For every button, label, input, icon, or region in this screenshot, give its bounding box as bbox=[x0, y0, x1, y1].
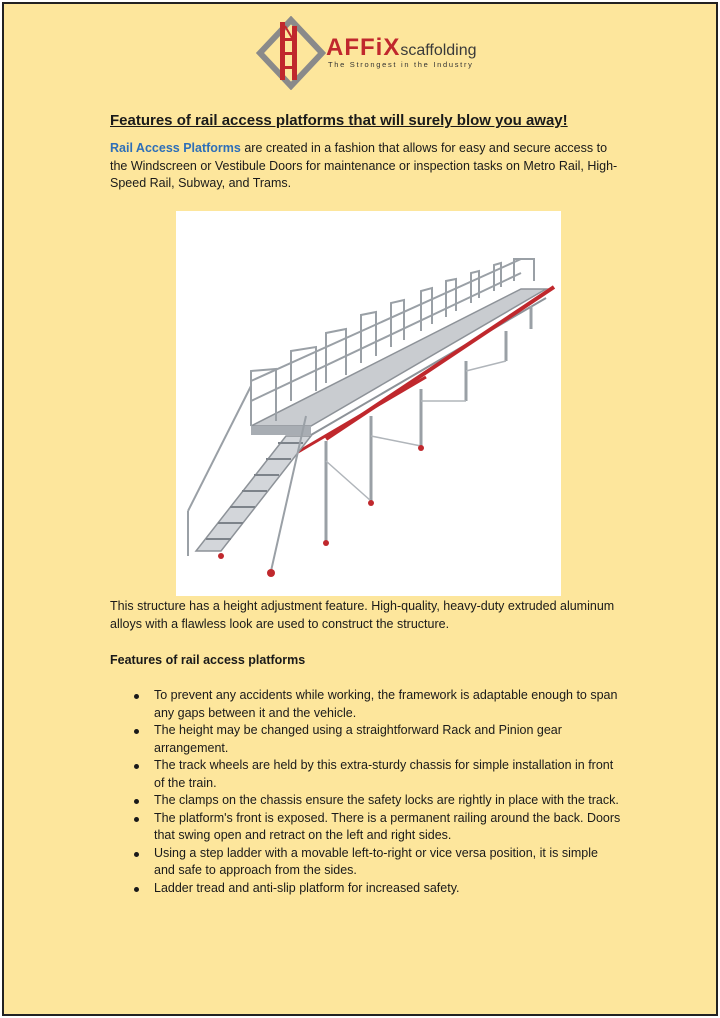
list-item bbox=[132, 880, 622, 898]
list-item bbox=[132, 792, 622, 810]
list-item bbox=[132, 687, 622, 722]
bullet-icon bbox=[134, 817, 139, 822]
brand-tagline: The Strongest in the Industry bbox=[328, 60, 474, 69]
height-adjustment-paragraph: This structure has a height adjustment feature. High-quality, heavy-duty extruded aluminum alloys with a flawless look are used to construct the structure. bbox=[110, 599, 615, 631]
bullet-icon bbox=[134, 887, 139, 892]
bullet-icon bbox=[134, 729, 139, 734]
logo-emblem-icon bbox=[256, 16, 326, 90]
list-item bbox=[132, 810, 622, 845]
list-item-text: The clamps on the chassis ensure the safety locks are rightly in place with the track. bbox=[154, 793, 619, 807]
list-item-text: The track wheels are held by this extra-sturdy chassis for simple installation in front of the train. bbox=[154, 758, 614, 790]
bullet-icon bbox=[134, 764, 139, 769]
brand-wordmark bbox=[326, 36, 477, 60]
list-item bbox=[132, 722, 622, 757]
list-item-text: Ladder tread and anti-slip platform for increased safety. bbox=[154, 880, 460, 895]
brand-name-scaffolding: scaffolding bbox=[400, 42, 477, 59]
brand-logo bbox=[256, 16, 476, 90]
article-heading: Features of rail access platforms that will surely blow you away! bbox=[110, 112, 568, 129]
list-item bbox=[132, 757, 622, 792]
brand-name-affix: AFFiX bbox=[326, 34, 401, 61]
document-page bbox=[2, 2, 718, 1016]
bullet-icon bbox=[134, 799, 139, 804]
rail-access-platforms-link[interactable]: Rail Access Platforms bbox=[110, 141, 241, 155]
platform-illustration-icon bbox=[176, 211, 561, 596]
list-item-text: The platform's front is exposed. There is a permanent railing around the back. Doors that swing open and retract on the left and right sides. bbox=[154, 810, 621, 842]
list-item-text: To prevent any accidents while working, the framework is adaptable enough to span any gaps between it and the vehicle. bbox=[154, 688, 618, 720]
features-list bbox=[132, 687, 622, 897]
list-item-text: The height may be changed using a straightforward Rack and Pinion gear arrangement. bbox=[154, 723, 562, 755]
features-subheading: Features of rail access platforms bbox=[110, 653, 306, 667]
bullet-icon bbox=[134, 852, 139, 857]
list-item bbox=[132, 845, 622, 880]
intro-paragraph bbox=[110, 140, 620, 193]
intro-text: are created in a fashion that allows for easy and secure access to the Windscreen or Vestibule Doors for maintenance or inspection tasks on Metro Rail, High-Speed Rail, Subway, and Trams. bbox=[110, 141, 618, 190]
list-item-text: Using a step ladder with a movable left-to-right or vice versa position, it is simple and safe to approach from the sides. bbox=[154, 845, 598, 877]
rail-access-platform-photo bbox=[176, 211, 561, 596]
bullet-icon bbox=[134, 694, 139, 699]
